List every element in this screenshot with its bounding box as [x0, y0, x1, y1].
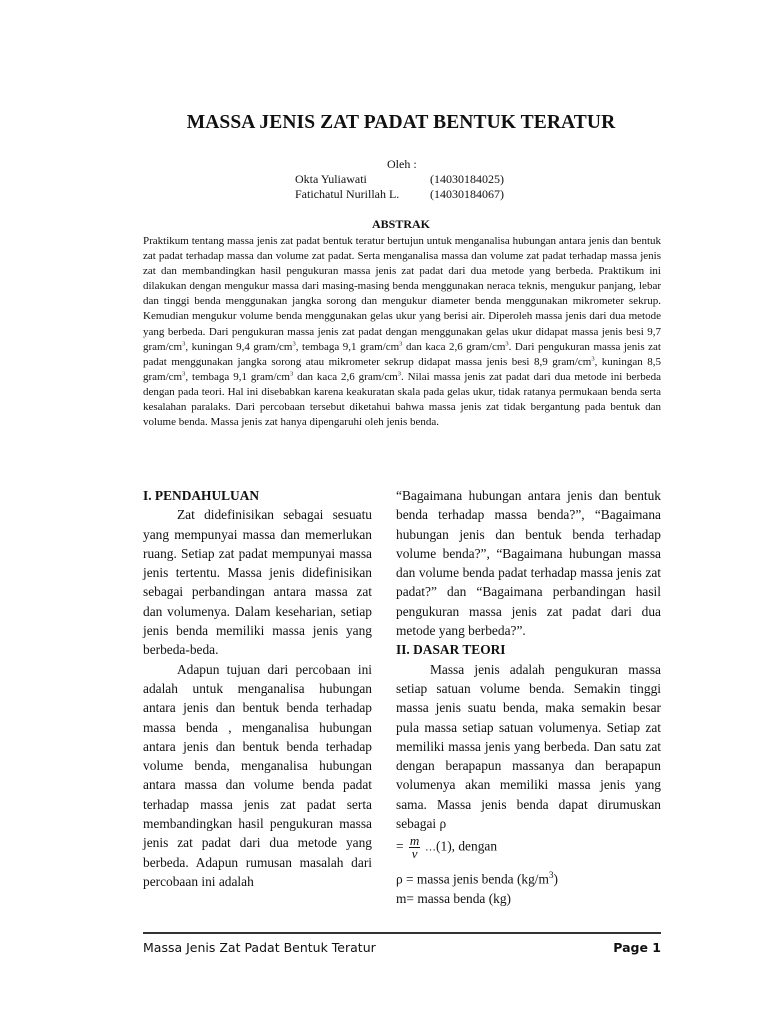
author-nim: (14030184025) — [430, 172, 504, 186]
oleh-label: Oleh : — [387, 157, 417, 171]
abstract-body: Praktikum tentang massa jenis zat padat bentuk teratur bertujun untuk menganalisa hubungan antara jenis dan bentuk zat padat terhadap massa dan volume zat padat. Serta menganalisa massa dan volume zat padat terhadap massa jenis zat dan membandingkan hasil pengukuran massa jenis zat padat dari dua metode yang berbeda. Praktikum ini dilakukan dengan mengukur massa dari masing-masing benda menggunakan neraca teknis, mengukur panjang, lebar dan tinggi benda menggunakan jangka sorong dan mengukur diameter benda menggunakan mikrometer sekrup. Kemudian mengukur volume benda menggunakan gelas ukur yang berisi air. Diperoleh massa jenis dari dua metode yang berbeda. Dari pengukuran massa jenis zat padat dengan menggunakan gelas ukur didapat massa jenis besi 9,7 gram/$cm^3$, kuningan 9,4 gram/$cm^3$, tembaga 9,1 gram/$cm^3$ dan kaca 2,6 gram/$cm^3$. Dari pengukuran massa jenis zat padat menggunakan jangka sorong atau mikrometer sekrup didapat massa jenis besi 8,9 gram/$cm^3$, kuningan 8,5 gram/$cm^3$, tembaga 9,1 gram/$cm^3$ dan kaca 2,6 gram/$cm^3$. Nilai massa jenis zat padat dari dua metode ini berbeda dengan pada teori. Hal ini disebabkan karena keakuratan skala pada gelas ukur, tidak ratanya permukaan benda serta kesalahan paralaks. Dari percobaan tersebut diketahui bahwa massa jenis zat tidak bergantung pada bentuk dan volume benda. Massa jenis zat hanya dipengaruhi oleh jenis benda. — [143, 235, 661, 429]
paragraph: Zat didefinisikan sebagai sesuatu yang mempunyai massa dan memerlukan ruang. Setiap zat padat mempunyai massa jenis tertentu. Massa jenis didefinisikan sebagai perbandingan antara massa zat dan volumenya. Dalam keseharian, setiap jenis benda memiliki massa jenis yang berbeda-beda. — [143, 507, 372, 658]
author-row — [295, 187, 555, 202]
paper-title: MASSA JENIS ZAT PADAT BENTUK TERATUR — [186, 112, 616, 133]
footer-title: Massa Jenis Zat Padat Bentuk Teratur — [143, 940, 376, 955]
page-number: Page 1 — [613, 940, 661, 955]
footer-divider — [143, 932, 661, 934]
paragraph: “Bagaimana hubungan antara jenis dan bentuk benda terhadap massa benda?”, “Bagaimana hubungan jenis dan bentuk benda terhadap volume benda?”, “Bagaimana hubungan massa dan volume benda padat terhadap massa jenis zat padat?” dan “Bagaimana perbandingan hasil pengukuran massa jenis zat padat dari dua metode yang berbeda?”. — [396, 488, 661, 639]
abstract-heading: ABSTRAK — [371, 217, 430, 231]
left-column — [143, 486, 372, 891]
paragraph: Adapun tujuan dari percobaan ini adalah untuk menganalisa hubungan antara jenis dan bentuk benda terhadap massa benda , menganalisa hubungan antara jenis dan bentuk benda terhadap volume benda, menganalisa hubungan antara massa dan volume benda padat terhadap massa jenis zat padat serta membandingkan hasil pengukuran massa jenis zat padat dari dua metode yang berbeda. Adapun rumusan masalah dari percobaan ini adalah — [143, 661, 372, 889]
section-heading-dasar-teori: II. DASAR TEORI — [396, 642, 506, 658]
author-nim: (14030184067) — [430, 187, 504, 201]
definition-m: m= massa benda (kg) — [396, 891, 512, 907]
right-column — [396, 486, 661, 908]
section-heading-pendahuluan: I. PENDAHULUAN — [143, 488, 260, 503]
author-name: Fatichatul Nurillah L. — [295, 187, 400, 201]
density-equation: = $\frac{m}{v}$ …(1), dengan — [396, 833, 498, 862]
author-name: Okta Yuliawati — [295, 172, 367, 186]
equation-fraction: $\frac{m}{v}$ — [409, 833, 420, 862]
paragraph: Massa jenis adalah pengukuran massa setiap satuan volume benda. Semakin tinggi massa jenis suatu benda, maka semakin besar pula massa setiap satuan volumenya. Setiap zat memiliki massa jenis yang berbeda. Dan satu zat dengan berapapun massanya dan berapapun volumenya akan memiliki massa jenis yang sama. Massa jenis benda dapat dirumuskan sebagai ρ — [396, 661, 661, 832]
author-row — [295, 172, 555, 187]
definition-rho: ρ = massa jenis benda $(kg/m^3)$ — [396, 870, 558, 887]
